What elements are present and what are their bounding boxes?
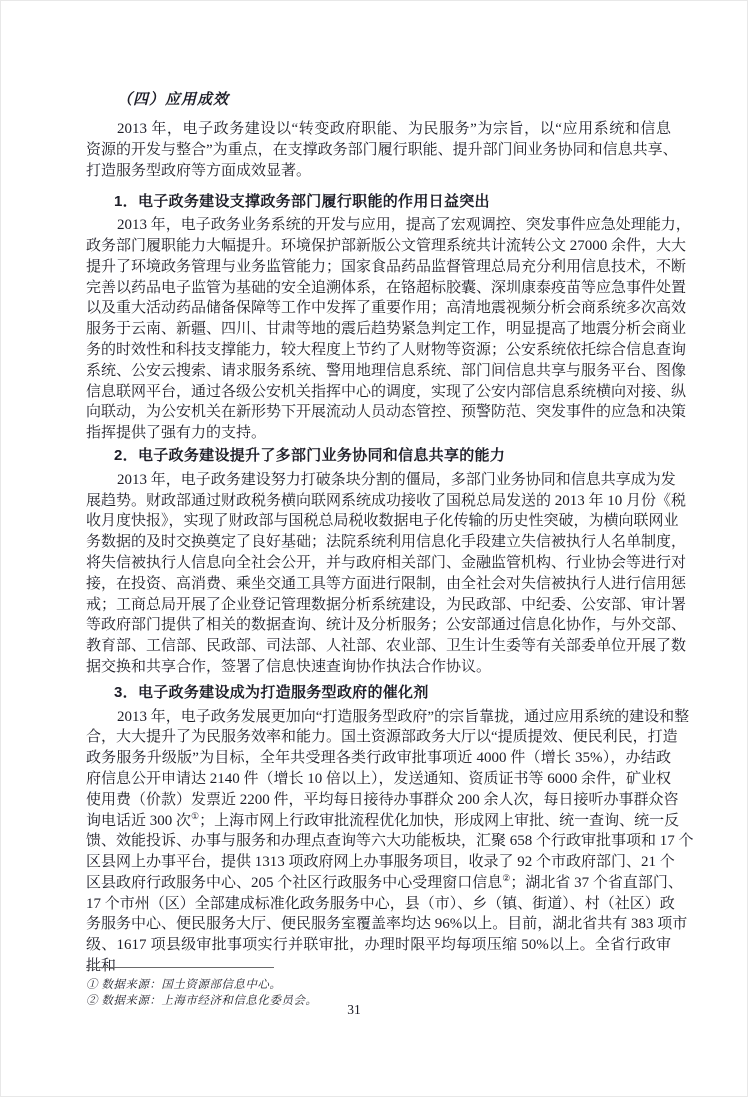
text-line: 询电话近 300 次①；上海市网上行政审批流程优化加快，形成网上审批、统一查询、统一反 [86, 810, 680, 829]
numbered-heading: 2．电子政务建设提升了多部门业务协同和信息共享的能力 [114, 446, 506, 464]
text-line: 级、1617 项县级审批事项实行并联审批，办理时限平均每项压缩 50%以上。全省行政审批和 [86, 937, 671, 975]
text-line: 2013 年，电子政务发展更加向“打造服务型政府”的宗旨靠拢，通过应用系统的建设和整 [117, 708, 690, 725]
text-line: 务服务中心、便民服务大厅、便民服务室覆盖率均达 96%以上。目前，湖北省共有 383 项市 [86, 916, 688, 933]
numbered-heading: 3．电子政务建设成为打造服务型政府的催化剂 [114, 683, 429, 701]
text-line: 政务服务升级版”为目标，全年共受理各类行政审批事项近 4000 件（增长 35%），办结政 [86, 750, 671, 767]
numbered-heading: 1．电子政务建设支撑政务部门履行职能的作用日益突出 [114, 193, 490, 211]
text-line: 等政府部门提供了相关的数据查询、统计及分析服务；公安部通过信息化协作，与外交部、 [86, 617, 687, 634]
text-line: 展趋势。财政部通过财政税务横向联网系统成功接收了国税总局发送的 2013 年 10 月份《税 [86, 492, 687, 509]
text-line: 务的时效性和科技支撑能力，较大程度上节约了人财物等资源；公安系统依托综合信息查询 [86, 341, 687, 358]
text-line: 政务部门履职能力大幅提升。环境保护部新版公文管理系统共计流转公文 27000 余件，大大 [86, 237, 687, 254]
page-number: 31 [347, 1002, 361, 1017]
text-line: 使用费（价款）发票近 2200 件，平均每日接待办事群众 200 余人次，每日接听办事群众咨 [86, 791, 679, 808]
text-line: 2013 年，电子政务建设努力打破条块分割的僵局，多部门业务协同和信息共享成为发 [117, 471, 676, 488]
text-line: 府信息公开申请达 2140 件（增长 10 倍以上），发送通知、资质证书等 6000 余件，矿业权 [86, 770, 672, 787]
body-blocks [86, 119, 694, 975]
text-line: 区县网上办事平台，提供 1313 项政府网上办事服务项目，收录了 92 个市政府部门、21 个 [86, 854, 675, 871]
text-line: 戒；工商总局开展了企业登记管理数据分析系统建设，为民政部、中纪委、公安部、审计署 [86, 596, 687, 613]
section-heading: （四）应用成效 [117, 92, 230, 108]
footnote-reference: ② [502, 872, 511, 883]
text-line: 馈、效能投诉、办事与服务和办理点查询等六大功能板块，汇聚 658 个行政审批事项和 17 个 [86, 833, 694, 850]
footnote-divider [86, 967, 274, 968]
text-line: 2013 年，电子政务业务系统的开发与应用，提高了宏观调控、突发事件应急处理能力， [117, 217, 691, 234]
body-paragraph [86, 707, 694, 975]
footnote-2: ② 数据来源：上海市经济和信息化委员会。 [86, 995, 318, 1007]
body-paragraph [86, 215, 691, 444]
text-line: 收月度快报》，实现了财政部与国税总局税收数据电子化传输的历史性突破，为横向联网业 [86, 513, 679, 530]
text-line: 向联动，为公安机关在新形势下开展流动人员动态管控、预警防范、突发事件的应急和决策 [86, 404, 687, 421]
page-content [86, 1, 694, 975]
footnote-reference: ① [191, 810, 200, 821]
body-paragraph [86, 470, 687, 678]
body-paragraph [86, 119, 678, 181]
text-line: 信息联网平台，通过各级公安机关指挥中心的调度，实现了公安内部信息系统横向对接、纵 [86, 383, 687, 400]
text-line: 打造服务型政府等方面成效显著。 [86, 162, 312, 179]
text-line: 17 个市州（区）全部建成标准化政务服务中心，县（市）、乡（镇、街道）、村（社区）政 [86, 895, 675, 912]
text-line: 指挥提供了强有力的支持。 [86, 425, 267, 442]
text-line: 2013 年，电子政务建设以“转变政府职能、为民服务”为宗旨，以“应用系统和信息 [117, 121, 671, 137]
text-line: 资源的开发与整合”为重点，在支撑政务部门履行职能、提升部门间业务协同和信息共享、 [86, 141, 678, 158]
text-line: 据交换和共享合作，签署了信息快速查询协作执法合作协议。 [86, 658, 492, 675]
text-line: 服务于云南、新疆、四川、甘肃等地的震后趋势紧急判定工作，明显提高了地震分析会商业 [86, 321, 687, 338]
text-line: 区县政府行政服务中心、205 个社区行政服务中心受理窗口信息②；湖北省 37 个省直部门、 [86, 872, 683, 891]
text-line: 以及重大活动药品储备保障等工作中发挥了重要作用；高清地震视频分析会商系统多次高效 [86, 300, 687, 317]
text-line: 系统、公安云搜索、请求服务系统、警用地理信息系统、部门间信息共享与服务平台、图像 [86, 362, 687, 379]
text-line: 合，大大提升了为民服务效率和能力。国土资源部政务大厅以“提质提效、便民利民，打造 [86, 729, 678, 746]
footnote-1: ① 数据来源：国土资源部信息中心。 [86, 979, 282, 991]
text-line: 教育部、工信部、民政部、司法部、人社部、农业部、卫生计生委等有关部委单位开展了数 [86, 638, 687, 655]
text-line: 务数据的及时交换奠定了良好基础；法院系统利用信息化手段建立失信被执行人名单制度， [86, 534, 687, 551]
text-line: 完善以药品电子监管为基础的安全追溯体系，在铬超标胶囊、深圳康泰疫苗等应急事件处置 [86, 279, 687, 296]
text-line: 将失信被执行人信息向全社会公开，并与政府相关部门、金融监管机构、行业协会等进行对 [86, 554, 687, 571]
text-line: 提升了环境政务管理与业务监管能力；国家食品药品监督管理总局充分利用信息技术，不断 [86, 258, 687, 275]
text-line: 接，在投资、高消费、乘坐交通工具等方面进行限制，由全社会对失信被执行人进行信用惩 [86, 575, 687, 592]
